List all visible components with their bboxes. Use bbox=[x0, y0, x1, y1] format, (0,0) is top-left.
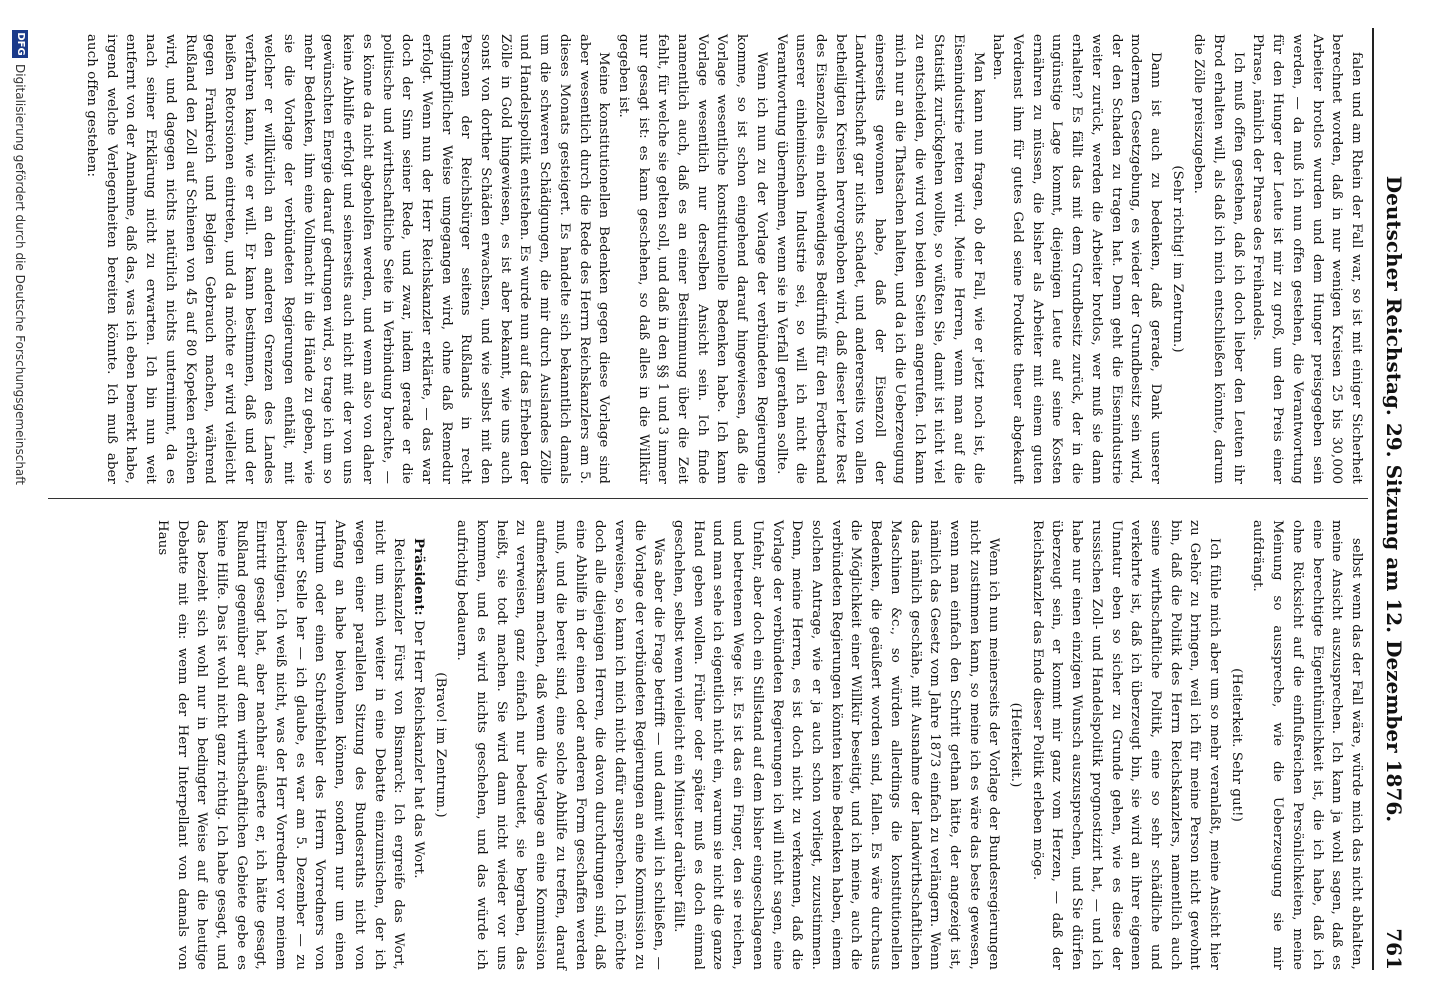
paragraph-text: Der Herr Reichskanzler hat das Wort. bbox=[410, 619, 426, 879]
paragraph: Reichskanzler Fürst von Bismarck: Ich ergreife das Wort, nicht um mich weiter in eine Debatte einzumischen, der ich wegen einer parallelen Sitzung des Bundesraths nicht von Anfang an habe beiwohnen können, sondern nur um einen Irrthum oder einen Schreibfehler des Herrn Vorredners von dieser Stelle her — ich glaube, es war am 5. Dezember — zu berichtigen. Ich weiß nicht, was der Herr Vorredner vor meinem Eintritt gesagt hat, aber nachher äußerte er, ich hätte gesagt, Rußland gegenüber auf dem wirthschaftlichen Gebiete gebe es keine Hilfe. Das ist wohl nicht ganz richtig. Ich habe gesagt, und das bezieht sich wohl nur in bedingter Weise auf die heutige Debatte mit ein: wenn der Herr Interpellant von damals von Haus bbox=[154, 520, 407, 970]
page-header bbox=[1376, 28, 1406, 970]
paragraph: Ich fühle mich aber um so mehr veranlaßt, meine Ansicht hier zu Gehör zu bringen, weil ich für meine Person nicht gewohnt bin, daß die Politik des Herrn Reichskanzlers, namentlich auch seine wirthschaftliche Politik, eine so sehr schädliche und verkehrte ist, daß ich überzeugt bin, sie wird an ihrer eigenen Unnatur eben so sicher zu Grunde gehen, wie es diese der russischen Zoll- und Handelspolitik prognostizirt hat, — und ich habe nur einen einzigen Wunsch auszusprechen, und Sie dürfen überzeugt sein, er kommt mir ganz vom Herzen, — daß der Reichskanzler das Ende dieser Politik erleben möge. bbox=[1029, 520, 1223, 970]
paragraph: Man kann nun fragen, ob der Fall, wie er jetzt noch ist, die Eisenindustrie retten wird. Meine Herren, wenn man auf die Statistik zurückgehen wollte, so wüßten Sie, damit ist nicht viel zu entscheiden, die wird von beiden Seiten angerufen. Ich kann mich nur an die Thatsachen halten, und da ich die Ueberzeugung einerseits gewonnen habe, daß der Eisenzoll der Landwirthschaft gar nichts schadet, und andererseits von allen betheiligten Kreisen hervorgehoben wird, daß dieser letzte Rest des Eisenzolles ein nothwendiges Bedürfniß für den Fortbestand unserer einheimischen Industrie sei, so will ich nicht die Verantwortung übernehmen, wenn sie in Verfall gerathen sollte. bbox=[773, 34, 986, 484]
page-footer bbox=[12, 30, 28, 990]
stage-direction: (Sehr richtig! im Zentrum.) bbox=[1169, 165, 1185, 353]
paragraph: Ich muß offen gestehen, daß ich doch lieber den Leuten ihr Brod erhalten will, als daß ich mich entschließen könnte, darum die Zölle preiszugeben. bbox=[1191, 34, 1246, 484]
paragraph: Wenn ich nun zu der Vorlage der verbündeten Regierungen komme, so ist schon eingehend darauf hingewiesen, daß die Vorlage wesentliche konstitutionelle Bedenken habe. Ich kann Vorlage wesentlich nur derselben Ansicht sein. Ich finde namentlich auch, daß es an einer Bestimmung über die Zeit fehlt, für welche sie gelten soll, und daß in den §§ 1 und 3 immer nur gesagt ist: es kann geschehen, so daß alles in die Willkür gegeben ist. bbox=[615, 34, 769, 484]
page-title: Deutscher Reichstag. 29. Sitzung am 12. Dezember 1876. bbox=[1382, 175, 1406, 823]
page-number: 761 bbox=[1382, 928, 1406, 970]
paragraph: Meine konstitutionellen Bedenken gegen diese Vorlage sind aber wesentlich durch die Rede des Herrn Reichskanzlers am 5. dieses Monats gesteigert. Es handelte sich bekanntlich damals um die schweren Schädigungen, die mir durch Auslandes Zölle und Handelspolitik entstehen. Es wurde nun auf das Erheben der Zölle in Gold hingewiesen, es ist aber bekannt, wie uns auch sonst von dorther Schäden erwachsen, und wie selbst mit den Personen der Reichsbürger seitens Rußlands in recht unglimpflicher Weise umgegangen wird, ohne daß Remedur erfolgt. Wenn nun der Herr Reichskanzler erklärte, — das war doch der Sinn seiner Rede, und zwar, indem gerade er die politische und wirthschaftliche Seite in Verbindung brachte, — es könne da nicht abgeholfen werden, und wenn also von daher keine Abhilfe erfolgt und seinerseits auch nicht mit der von uns gewünschten Energie darauf gedrungen wird, so trage ich um so mehr Bedenken, ihm eine Vollmacht in die Hände zu geben, wie sie die Vorlage der verbündeten Regierungen enthält, mit welcher er willkürlich an den anderen Grenzen des Landes verfahren kann, wie er will. Er kann bestimmen, daß und der heißen Retorsionen eintreten, und da möchte er wird vielleicht gegen Frankreich und Belgien Gebrauch machen, während Rußland den Zoll auf Schienen von 45 auf 80 Kopeken erhöhen wird, und dagegen nichts natürlich nichts unternimmt, da es nach seiner Erklärung nicht zu erwarten. Ich bin nun weit entfernt von der Annahme, daß das, was ich eben bemerkt habe, irgend welche Verlegenheiten bereiten könnte. Ich muß aber auch offen gestehen: bbox=[84, 34, 612, 484]
stage-direction: (Heiterkeit. Sehr gut!) bbox=[1228, 668, 1244, 822]
paragraph: Was aber die Frage betrifft — und damit will ich schließen, — die Vorlage der verbündeten Regierungen an eine Kommission zu verweisen, so kann ich mich nicht dafür aussprechen. Ich möchte doch alle diejenigen Herren, die davon durchdrungen sind, daß eine Abhilfe in der einen oder anderen Form geschaffen werden muß, und die bereit sind, eine solche Abhilfe zu treffen, darauf aufmerksam machen, daß wenn die Vorlage an eine Kommission zu verweisen, ganz einfach nur bedeutet, sie begraben, das heißt, sie todt machen. Sie wird dann nicht wieder vor uns kommen, und es wird nichts geschehen, und das würde ich aufrichtig bedauern. bbox=[454, 520, 667, 970]
speaker-label: Präsident: bbox=[410, 538, 426, 616]
left-column bbox=[81, 34, 1366, 484]
column-divider bbox=[48, 498, 1368, 499]
paragraph bbox=[408, 520, 428, 970]
stage-direction: (Bravo! im Zentrum.) bbox=[432, 672, 448, 818]
dfg-logo: DFG bbox=[12, 30, 28, 58]
paragraph: Wenn ich nun meinerseits der Vorlage der Bundesregierungen nicht zustimmen kann, so meine ich es wäre das beste gewesen, wenn man einfach den Schritt gethan hätte, der angezeigt ist, nämlich das Gesetz vom Jahre 1873 einfach zu verlängern. Wenn das nämlich geschähe, mit Ausnahme der landwirthschaftlichen Maschinen &c., so würden allerdings die konstitutionellen Bedenken, die geäußert worden sind, fallen. Es wäre durchaus die Möglichkeit einer Willkür beseitigt, und ich meine, auch die verbündeten Regierungen könnten keine Bedenken haben, einem solchen Antrage, wie er ja auch schon vorliegt, zuzustimmen. Denn, meine Herren, es ist doch nicht zu verkennen, daß die Vorlage der verbündeten Regierungen ich will nicht sagen, eine Unfehr, aber doch ein Stillstand auf dem bisher eingeschlagenen und betretenen Wege ist. Es ist das ein Finger, den sie reichen, und man sehe ich eigentlich nicht ein, warum sie nicht die ganze Hand geben wollen. Früher oder später muß es doch einmal geschehen, selbst wenn vielleicht ein Minister darüber fällt. bbox=[671, 520, 1002, 970]
paragraph: selbst wenn das der Fall wäre, würde mich das nicht abhalten, meine Ansicht auszusprechen. Ich kann ja wohl sagen, daß es eine berechtigte Eigenthümlichkeit ist, die ich habe, daß ich ohne Rücksicht auf die einflußreichen Persönlichkeiten, meine Meinung so ausspreche, wie die Ueberzeugung sie mir aufdrängt. bbox=[1250, 520, 1364, 970]
footer-credit: Digitalisierung gefördert durch die Deutsche Forschungsgemeinschaft bbox=[13, 64, 27, 486]
header-rule bbox=[1372, 28, 1374, 970]
paragraph: Dann ist auch zu bedenken, daß gerade, Dank unserer modernen Gesetzgebung, es wieder der Grundbesitz sein wird, der den Schaden zu tragen hat. Denn geht die Eisenindustrie weiter zurück, werden die Arbeiter brotlos, wer muß sie dann erhalten? Es fällt das mit dem Grundbesitz zurück, der in die ungünstige Lage kommt, diejenigen Leute auf seine Kosten ernähren zu müssen, die bisher als Arbeiter mit einem guten Verdienst ihm für gutes Geld seine Produkte theuer abgekauft haben. bbox=[990, 34, 1163, 484]
paragraph: falen und am Rhein der Fall war, so ist mit einiger Sicherheit berechnet worden, daß in nur wenigen Kreisen 25 bis 30,000 Arbeiter brotlos wurden und dem Hunger preisgegeben sein werden, — da muß ich nun offen gestehen, die Verantwortung für den Hunger der Leute ist mir zu groß, um den Preis einer Phrase, nämlich der Phrase des Freihandels. bbox=[1250, 34, 1364, 484]
stage-direction: (Heiterkeit.) bbox=[1008, 702, 1024, 788]
right-column bbox=[152, 520, 1366, 970]
